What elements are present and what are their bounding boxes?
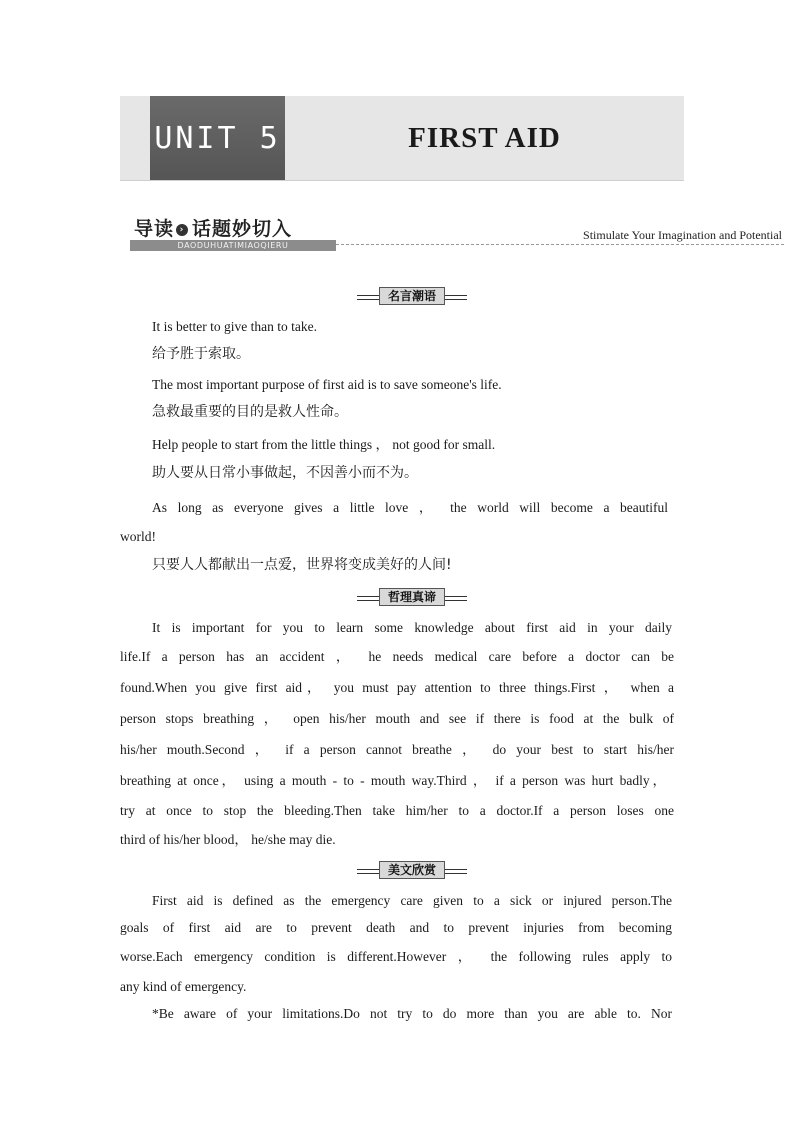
unit-number-box bbox=[150, 96, 285, 180]
section-label-appreciation bbox=[357, 861, 467, 879]
philosophy-line: breathing at once， using a mouth - to - mouth way.Third ， if a person was hurt badly， bbox=[120, 773, 666, 788]
unit-title: FIRST AID bbox=[408, 121, 561, 154]
guide-title-main: 导读 bbox=[134, 218, 175, 240]
quote-4-en-line1: As long as everyone gives a little love ， the world will become a beautiful bbox=[152, 500, 668, 515]
guide-divider bbox=[336, 244, 784, 245]
philosophy-line: life.If a person has an accident ， he needs medical care before a doctor can be bbox=[120, 649, 674, 664]
section-label-philosophy bbox=[357, 588, 467, 606]
quote-3-zh: 助人要从日常小事做起，不因善小而不为。 bbox=[152, 465, 418, 481]
quote-4-en-line2: world! bbox=[120, 529, 156, 544]
arrow-right-icon: › bbox=[176, 224, 188, 236]
guide-pinyin: DAODUHUATIMIAOQIERU bbox=[130, 240, 336, 251]
philosophy-line: It is important for you to learn some knowledge about first aid in your daily bbox=[152, 620, 672, 635]
philosophy-line: person stops breathing ， open his/her mouth and see if there is food at the bulk of bbox=[120, 711, 674, 726]
quote-1-zh: 给予胜于索取。 bbox=[152, 346, 250, 362]
philosophy-line: found.When you give first aid， you must pay attention to three things.First ， when a bbox=[120, 680, 674, 695]
philosophy-line: try at once to stop the bleeding.Then take him/her to a doctor.If a person loses one bbox=[120, 803, 674, 818]
philosophy-line: his/her mouth.Second ， if a person cannot breathe ， do your best to start his/her bbox=[120, 742, 674, 757]
philosophy-line: third of his/her blood， he/she may die. bbox=[120, 832, 336, 847]
quote-2-zh: 急救最重要的目的是救人性命。 bbox=[152, 404, 348, 420]
quote-1-en: It is better to give than to take. bbox=[152, 319, 317, 334]
section-label-quotes bbox=[357, 287, 467, 305]
guide-title-topic: 话题妙切入 bbox=[192, 218, 293, 240]
section-label-text: 名言潮语 bbox=[379, 287, 445, 305]
unit-number: UNIT 5 bbox=[154, 120, 281, 156]
quote-4-zh: 只要人人都献出一点爱，世界将变成美好的人间! bbox=[152, 557, 452, 573]
unit-banner bbox=[120, 96, 684, 181]
appreciation-line: *Be aware of your limitations.Do not try to do more than you are able to. Nor bbox=[152, 1006, 672, 1021]
quote-3-en: Help people to start from the little things ， not good for small. bbox=[152, 437, 496, 452]
guide-header bbox=[120, 210, 784, 255]
section-label-text: 美文欣赏 bbox=[379, 861, 445, 879]
quote-2-en: The most important purpose of first aid is to save someone's life. bbox=[152, 377, 502, 392]
section-label-text: 哲理真谛 bbox=[379, 588, 445, 606]
guide-title bbox=[134, 214, 292, 241]
appreciation-line: worse.Each emergency condition is different.However ， the following rules apply to bbox=[120, 949, 672, 964]
appreciation-line: goals of first aid are to prevent death and to prevent injuries from becoming bbox=[120, 920, 672, 935]
guide-subtitle: Stimulate Your Imagination and Potential bbox=[583, 228, 782, 242]
appreciation-line: First aid is defined as the emergency care given to a sick or injured person.The bbox=[152, 893, 672, 908]
appreciation-line: any kind of emergency. bbox=[120, 979, 247, 994]
